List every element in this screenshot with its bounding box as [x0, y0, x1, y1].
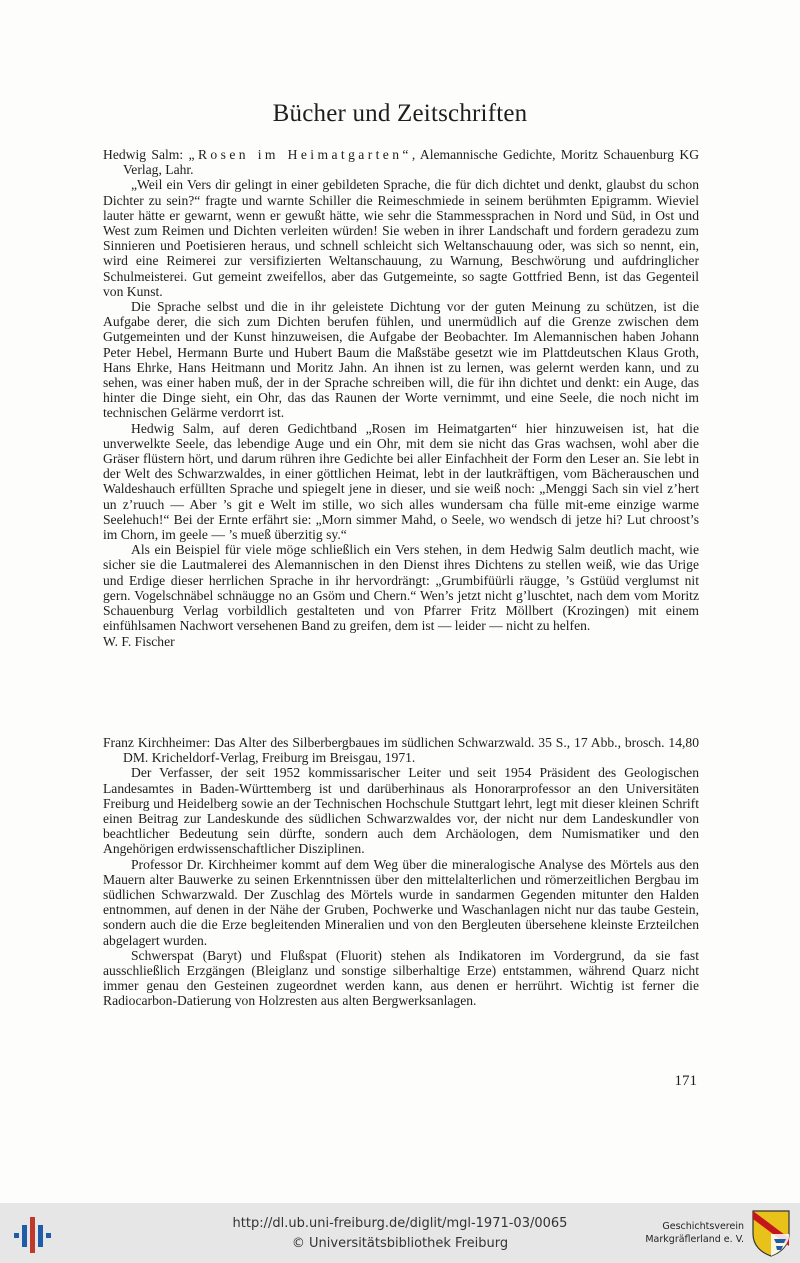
- review-paragraph: Die Sprache selbst und die in ihr geleistete Dichtung vor der guten Meinung zu schützen, ist die Aufgabe derer, die sich zum Dichten berufen fühlen, und unermüdlich auf die Grenze zwischen dem Gutgemeinten und der Kunst hinzuweisen, die Aufgabe der Beobachter. Im Alemannischen haben Johann Peter Hebel, Hermann Burte und Hubert Baum die Maßstäbe gesetzt wie im Plattdeutschen Klaus Groth, Hans Ehrke, Hans Heitmann und Moritz Jahn. An ihnen ist zu lernen, was gelernt werden kann, und zu sehen, was einer haben muß, der in der Sprache schreiben will, die für ihn dichtet und denkt: ein Auge, das hinter die Dinge sieht, ein Ohr, das das Raunen der Worte vernimmt, und eine Seele, die noch nicht im technischen Gelärme verdorrt ist.: [103, 299, 699, 421]
- review-paragraph: „Weil ein Vers dir gelingt in einer gebildeten Sprache, die für dich dichtet und denkt, glaubst du schon Dichter zu sein?“ fragte und warnte Schiller die Reimeschmiede in seinem berühmten Epigramm. Wieviel lauter hätte er gewarnt, wenn er gewußt hätte, wie sehr die Stammessprachen in Nord und Süd, in Ost und West zum Reimen und Dichten verleiten würden! Sie weben in ihrer Landschaft und fordern geradezu zum Sinnieren und Poetisieren heraus, und schnell schleicht sich Weltanschauung oder, was sich so nennt, ein, wird eine Reimerei zur versifizierten Weltanschauung, zu Warnung, Beschwörung und aufdringlicher Schulmeisterei. Gut gemeint zweifellos, aber das Gutgemeinte, so sagte Gottfried Benn, ist das Gegenteil von Kunst.: [103, 177, 699, 299]
- society-name-line: Markgräflerland e. V.: [645, 1234, 744, 1245]
- review-signature: W. F. Fischer: [103, 633, 175, 649]
- review-paragraph: Schwerspat (Baryt) und Flußspat (Fluorit) stehen als Indikatoren im Vordergrund, da sie fast ausschließlich Erzgängen (Bleiglanz und sonstige silberhaltige Erze) entstammen, während Quarz nicht immer genau den Gesteinen zugeordnet werden kann, aus denen er herrührt. Wichtig ist ferner die Radiocarbon-Datierung von Holzresten aus alten Bergwerksanlagen.: [103, 947, 699, 1009]
- review-paragraph: Hedwig Salm, auf deren Gedichtband „Rosen im Heimatgarten“ hier hinzuweisen ist, hat die unverwelkte Seele, das lebendige Auge und ein Ohr, mit dem sie nicht das Gras wachsen, wohl aber die Gräser flüstern hört, und darum rühren ihre Gedichte bei aller Einfachheit der Form den Leser an. Sie lebt in der Welt des Schwarzwaldes, in einer göttlichen Heimat, lebt in der lautkräftigen, vom Bächerauschen und Waldeshauch erfüllten Sprache und spiegelt jene in dieser, und sie weiß noch: „Menggi Sach sin viel z’hert un z’ruuch — Aber ’s git e Welt im stille, wo sich alles wundersam cha fülle mit-eme einzige warme Seelehuch!“ Bei der Ernte erfährt sie: „Morn simmer Mahd, o Seele, wo wendsch di jetze hi? Lut chroost’s im Chorn, im geele — ’s mueß überzitig sy.“: [103, 420, 699, 543]
- review-heading: Franz Kirchheimer: Das Alter des Silberbergbaues im südlichen Schwarzwald. 35 S., 17 Abb., brosch. 14,80 DM. Kricheldorf-Verlag, Freiburg im Breisgau, 1971.: [103, 735, 699, 766]
- review-publication: , Alemannische Gedichte, Moritz Schauenburg KG Verlag, Lahr.: [123, 147, 700, 178]
- review-heading: [103, 147, 699, 177]
- page-number: 171: [674, 1073, 697, 1089]
- review-franz-kirchheimer: [103, 735, 699, 1009]
- copyright-notice: © Universitätsbibliothek Freiburg: [291, 1236, 509, 1251]
- review-hedwig-salm: [103, 147, 699, 649]
- review-paragraph: Der Verfasser, der seit 1952 kommissarischer Leiter und seit 1954 Präsident des Geologischen Landesamtes in Baden-Württemberg ist und darüberhinaus als Honorarprofessor an den Universitäten Freiburg und Heidelberg sowie an der Technischen Hochschule Stuttgart lehrt, legt mit dieser kleinen Schrift einen Beitrag zur Landeskunde des südlichen Schwarzwaldes vor, der nicht nur dem Landeskundler von beachtlicher Bedeutung sein dürfte, sondern auch dem Archäologen, dem Numismatiker und den Angehörigen erdwissenschaftlicher Disziplinen.: [103, 765, 699, 857]
- review-paragraph: Professor Dr. Kirchheimer kommt auf dem Weg über die mineralogische Analyse des Mörtels aus den Mauern alter Bauwerke zu seinen Erkenntnissen über den mittelalterlichen und römerzeitlichen Bergbau im südlichen Schwarzwald. Der Zuschlag des Mörtels wurde in sandarmen Gegenden mitunter den Halden entnommen, auf denen in der Nähe der Gruben, Pochwerke und Waschanlagen nicht nur das taube Gestein, sondern auch die die Erze begleitenden Mineralien und von den Bergleuten übersehene kleinste Erzteilchen abgelagert wurden.: [103, 856, 699, 948]
- coat-of-arms-icon: [750, 1208, 792, 1258]
- society-name: [645, 1220, 744, 1246]
- review-book-title: „Rosen im Heimatgarten“: [188, 147, 412, 162]
- page-title: Bücher und Zeitschriften: [272, 100, 528, 127]
- review-paragraph: Als ein Beispiel für viele möge schließlich ein Vers stehen, in dem Hedwig Salm deutlich macht, wie sicher sie die Lautmalerei des Alemannischen in den Dienst ihres Dichtens zu stellen weiß, wie das Urige und Erdige dieser herrlichen Sprache in ihr hervordrängt: „Grumbifüürli räugge, ’s Gstüüd verglumst nit gern. Vogelschnäbel schnäugge no an Gsöm und Chern.“ Wen’s jetzt nicht g’luschtet, nach dem vom Moritz Schauenburg Verlag vorbildlich gestalteten und von Pfarrer Fritz Möllbert (Krozingen) mit einem einfühlsamen Nachwort versehenen Band zu greifen, dem ist — leider — nicht zu helfen.: [103, 542, 699, 634]
- society-name-line: Geschichtsverein: [662, 1221, 744, 1232]
- permalink-url[interactable]: http://dl.ub.uni-freiburg.de/diglit/mgl-1971-03/0065: [232, 1216, 568, 1231]
- review-author: Hedwig Salm:: [103, 147, 189, 162]
- digitization-footer: [0, 1203, 800, 1263]
